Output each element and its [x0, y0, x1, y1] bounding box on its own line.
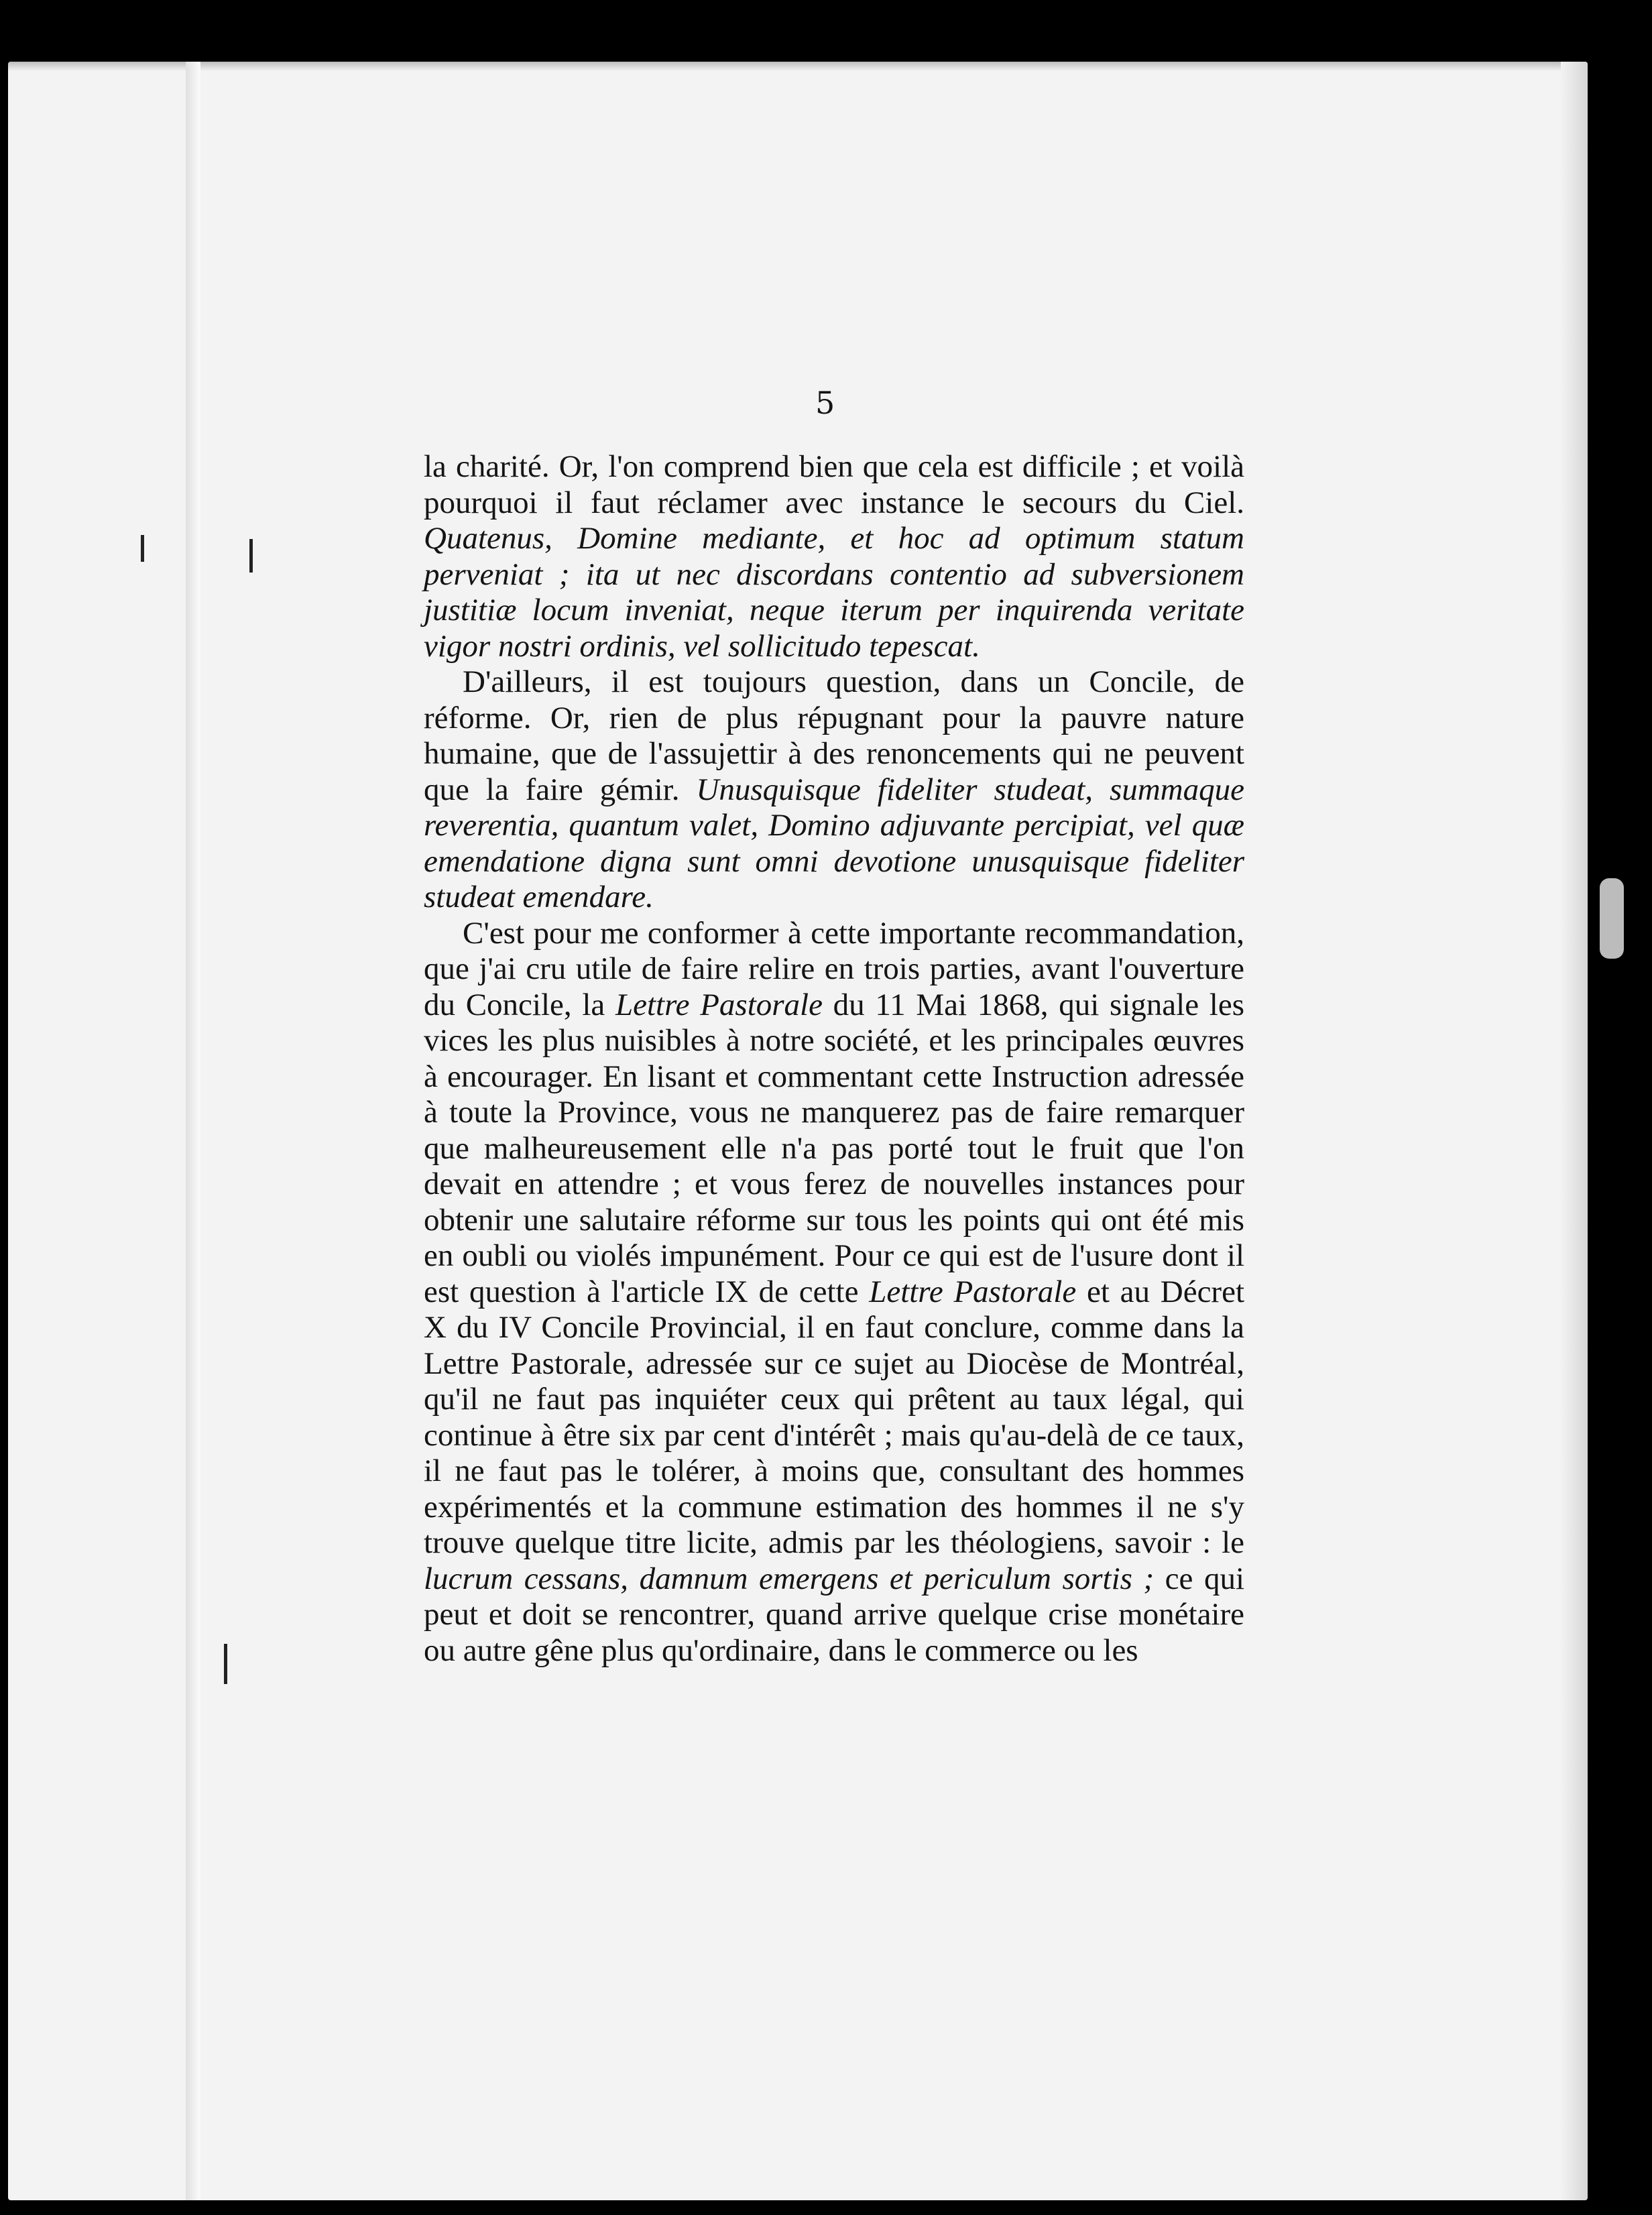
paragraph	[424, 916, 1244, 1669]
text-run: ce qui peut et doit se rencontrer, quand arrive quelque crise monétaire ou autre gêne plus qu'ordinaire, dans le commerce ou les	[424, 1561, 1244, 1668]
scan-mark	[249, 539, 253, 573]
latin-quote: Unusquisque fideliter studeat, summaque reverentia, quantum valet, Domino adjuvante percipiat, vel quæ emendatione digna sunt omni devotione unusquisque fideliter studeat emendare.	[424, 772, 1244, 914]
text-run: et au Décret X du IV Concile Provincial, il en faut conclure, comme dans la Lettre Pastorale, adressée sur ce sujet au Diocèse de Montréal, qu'il ne faut pas inquiéter ceux qui prêtent au taux légal, qui continue à être six par cent d'intérêt ; mais qu'au-delà de ce taux, il ne faut pas le tolérer, à moins que, consultant des hommes expérimentés et la commune estimation des hommes il ne s'y trouve quelque titre licite, admis par les théologiens, savoir : le	[424, 1274, 1244, 1560]
latin-quote: Quatenus, Domine mediante, et hoc ad optimum statum perveniat ; ita ut nec discordans contentio ad subversionem justitiæ locum inveniat, neque iterum per inquirenda veritate vigor nostri ordinis, vel sollicitudo tepescat.	[424, 521, 1244, 664]
page-fold	[186, 62, 200, 2200]
scanned-page	[8, 62, 1588, 2200]
page-right-edge	[1561, 62, 1588, 2200]
page-top-edge	[8, 62, 1588, 71]
text-run: D'ailleurs, il est toujours question, dans un Concile, de réforme. Or, rien de plus répugnant pour la pauvre nature humaine, que de l'assujettir à des renoncements qui ne peuvent que la faire gémir.	[424, 664, 1244, 807]
text-run: C'est pour me conformer à cette importante recommandation, que j'ai cru utile de faire relire en trois parties, avant l'ouverture du Concile, la	[424, 915, 1244, 1022]
scan-mark	[224, 1644, 227, 1684]
latin-term: lucrum cessans, damnum emergens et periculum sortis ;	[424, 1561, 1155, 1596]
binding-clip	[1600, 878, 1624, 959]
italic-title: Lettre Pastorale	[869, 1274, 1077, 1309]
italic-title: Lettre Pastorale	[615, 987, 823, 1022]
body-text	[424, 449, 1244, 1669]
paragraph	[424, 664, 1244, 916]
text-run: la charité. Or, l'on comprend bien que cela est difficile ; et voilà pourquoi il faut réclamer avec instance le secours du Ciel.	[424, 449, 1244, 520]
page-number: 5	[815, 385, 835, 421]
scan-mark	[141, 535, 144, 562]
text-run: du 11 Mai 1868, qui signale les vices les plus nuisibles à notre société, et les principales œuvres à encourager. En lisant et commentant cette Instruction adressée à toute la Province, vous ne manquerez pas de faire remarquer que malheureusement elle n'a pas porté tout le fruit que l'on devait en attendre ; et vous ferez de nouvelles instances pour obtenir une salutaire réforme sur tous les points qui ont été mis en oubli ou violés impunément. Pour ce qui est de l'usure dont il est question à l'article IX de cette	[424, 987, 1244, 1309]
paragraph	[424, 449, 1244, 664]
